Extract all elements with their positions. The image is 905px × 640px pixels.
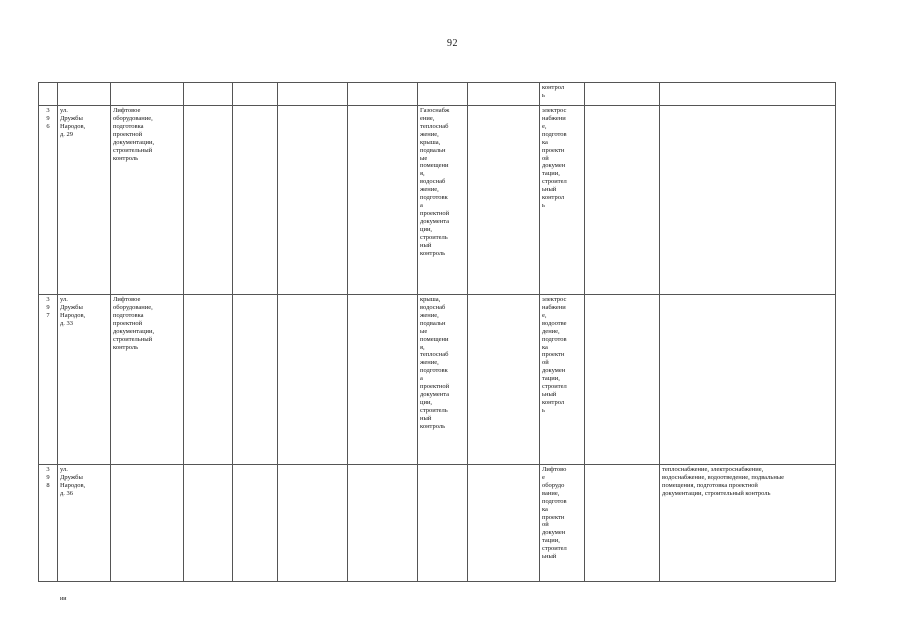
page-number: 92 [447,38,458,49]
table-cell [233,295,278,465]
table-cell [278,295,348,465]
table-row [39,106,836,295]
table-cell: электрос набжени е, подготов ка проектн ой докумен тации, строител ьный контрол ь [540,106,585,295]
table-cell: Лифтовое оборудование, подготовка проектной документации, строительный контроль [111,106,184,295]
address-cell: ул. Дружбы Народов, д. 33 [58,295,111,465]
works-table [38,82,836,582]
table-cell [233,465,278,582]
table-cell: контрол ь [540,83,585,106]
table-cell: крыша, водоснаб жение, подвальн ые помещени я, теплоснаб жение, подготовк а проектной документа ции, строитель ный контроль [418,295,468,465]
table-cell [585,83,660,106]
table-cell [39,83,58,106]
table-cell [348,465,418,582]
table-cell [233,106,278,295]
address-cell: ул. Дружбы Народов, д. 36 [58,465,111,582]
table-cell [660,295,836,465]
table-cell [585,295,660,465]
row-number-cell: 3 9 7 [39,295,58,465]
table-cell [184,83,233,106]
table-cell [660,83,836,106]
table-cell: Газоснабж ение, теплоснаб жение, крыша, подвальн ые помещени я, водоснаб жение, подготовк а проектной документа ции, строитель ный контроль [418,106,468,295]
table-cell [585,465,660,582]
footer-note: ии [60,596,67,602]
table-cell [348,106,418,295]
table-cell [278,83,348,106]
table-row-continuation [39,83,836,106]
table-cell [184,106,233,295]
table-cell [233,83,278,106]
table-cell [418,465,468,582]
table-cell [585,106,660,295]
table-cell [278,465,348,582]
table-row [39,295,836,465]
table-cell [111,83,184,106]
table-cell [468,295,540,465]
table-row [39,465,836,582]
table-cell [418,83,468,106]
table-cell [278,106,348,295]
table-cell [468,83,540,106]
row-number-cell: 3 9 8 [39,465,58,582]
row-number-cell: 3 9 6 [39,106,58,295]
table-cell: Лифтовое оборудование, подготовка проектной документации, строительный контроль [111,295,184,465]
table-cell [348,295,418,465]
table-cell: теплоснабжение, электроснабжение, водоснабжение, водоотведение, подвальные помещения, подготовка проектной документации, строительный контроль [660,465,836,582]
table-cell [660,106,836,295]
address-cell: ул. Дружбы Народов, д. 29 [58,106,111,295]
table-cell: Лифтово е оборудо вание, подготов ка проектн ой докумен тации, строител ьный [540,465,585,582]
table-cell [111,465,184,582]
table-cell: электрос набжени е, водоотве дение, подготов ка проектн ой докумен тации, строител ьный контрол ь [540,295,585,465]
table-cell [348,83,418,106]
table-cell [58,83,111,106]
table-cell [468,106,540,295]
table-cell [184,295,233,465]
table-cell [468,465,540,582]
table-cell [184,465,233,582]
